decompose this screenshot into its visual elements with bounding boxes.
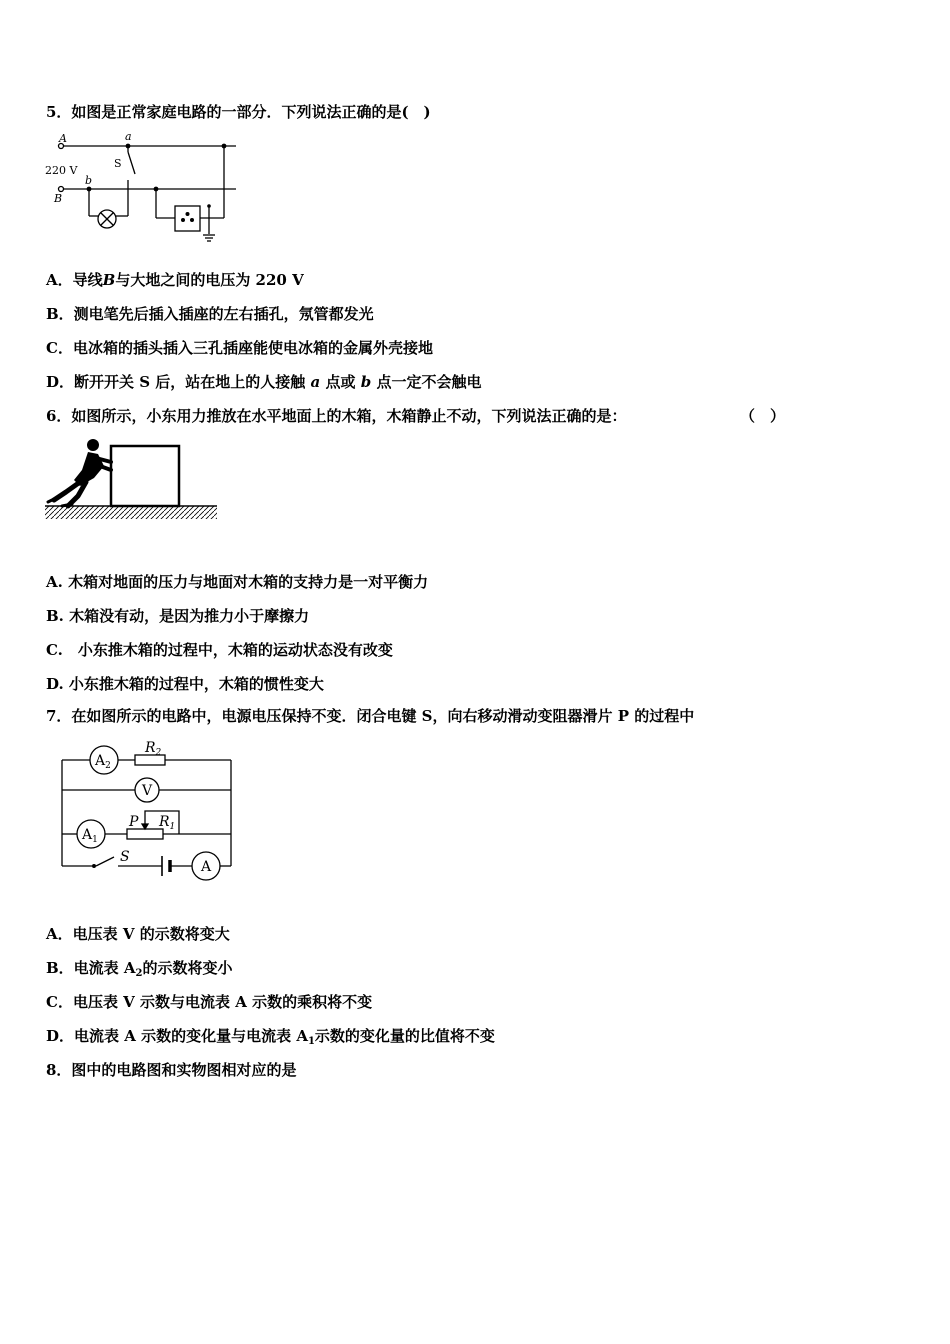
q7-option-d[interactable]: D．电流表 A 示数的变化量与电流表 $A_1$示数的变化量的比值将不变	[46, 1027, 495, 1047]
label-point-a: a	[125, 130, 132, 143]
q5-circuit-diagram	[44, 128, 244, 248]
label-220v: 220 V	[45, 164, 78, 177]
q5-stem: 5．如图是正常家庭电路的一部分．下列说法正确的是( )	[46, 103, 431, 121]
q6-option-c[interactable]: C. 小东推木箱的过程中，木箱的运动状态没有改变	[46, 641, 393, 659]
q6-answer-bracket: （ ）	[740, 407, 786, 425]
q6-option-b[interactable]: B. 木箱没有动，是因为推力小于摩擦力	[46, 607, 310, 625]
q5-option-a[interactable]: A．导线B与大地之间的电压为 220 V	[46, 271, 304, 289]
q5-option-c[interactable]: C．电冰箱的插头插入三孔插座能使电冰箱的金属外壳接地	[46, 339, 433, 357]
voltmeter-v-label: V	[142, 783, 153, 799]
slider-p-label: P	[129, 814, 139, 830]
q6-option-d[interactable]: D. 小东推木箱的过程中，木箱的惯性变大	[46, 675, 324, 693]
q6-stem: 6．如图所示，小东用力推放在水平地面上的木箱，木箱静止不动，下列说法正确的是：	[46, 407, 627, 425]
q7-option-c[interactable]: C．电压表 V 示数与电流表 A 示数的乘积将不变	[46, 993, 373, 1011]
person-pushing-icon	[48, 439, 111, 506]
q7-option-a[interactable]: A．电压表 V 的示数将变大	[46, 925, 230, 943]
label-b-wire: B	[54, 192, 63, 205]
ammeter-a1-label: $A_1$	[82, 827, 98, 845]
resistor-r2-label: $R_2$	[145, 740, 162, 758]
q5-option-d[interactable]: D．断开开关 S 后，站在地上的人接触 a 点或 b 点一定不会触电	[46, 373, 482, 391]
label-point-b: b	[85, 174, 93, 187]
switch-s-label: S	[120, 849, 130, 865]
ammeter-a-label: A	[201, 859, 212, 875]
q7-circuit-diagram	[56, 740, 241, 880]
q8-stem: 8．图中的电路图和实物图相对应的是	[46, 1061, 297, 1079]
q7-stem: 7．在如图所示的电路中，电源电压保持不变．闭合电键 S，向右移动滑动变阻器滑片 P 的过程中	[46, 707, 695, 725]
q7-option-b[interactable]: B．电流表 $A_2$的示数将变小	[46, 959, 233, 979]
q5-option-b[interactable]: B．测电笔先后插入插座的左右插孔，氖管都发光	[46, 305, 374, 323]
q6-option-a[interactable]: A. 木箱对地面的压力与地面对木箱的支持力是一对平衡力	[46, 573, 429, 591]
ammeter-a2-label: $A_2$	[95, 753, 111, 771]
q6-push-box-figure	[44, 436, 220, 522]
label-a-wire: A	[59, 132, 67, 145]
resistor-r1-label: $R_1$	[159, 814, 176, 832]
label-switch-s: S	[114, 157, 122, 170]
